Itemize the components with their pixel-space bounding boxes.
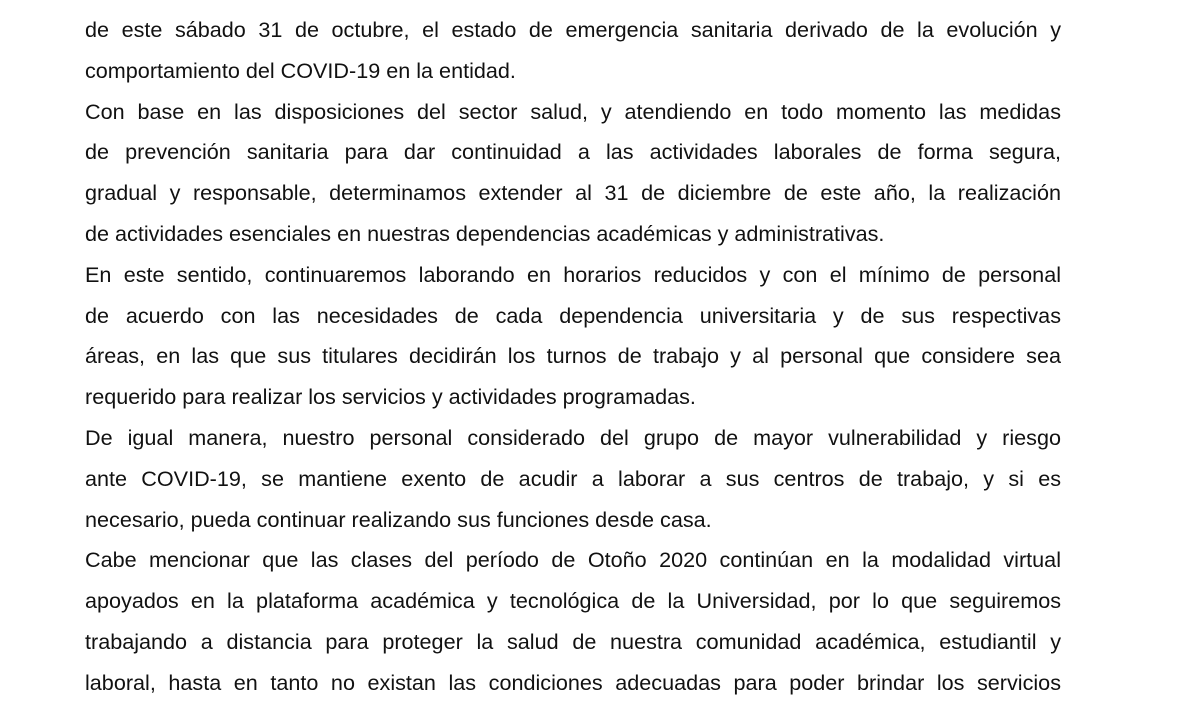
text-line: comportamiento del COVID-19 en la entidad. <box>85 57 516 83</box>
text-line: de acuerdo con las necesidades de cada dependencia universitaria y de sus respectivas <box>85 302 1061 328</box>
text-line: áreas, en las que sus titulares decidirán los turnos de trabajo y al personal que considere sea <box>85 343 1061 369</box>
text-line: de este sábado 31 de octubre, el estado de emergencia sanitaria derivado de la evolución y <box>85 17 1061 42</box>
text-line: de prevención sanitaria para dar continuidad a las actividades laborales de forma segura, <box>85 139 1061 165</box>
text-line: Cabe mencionar que las clases del período de Otoño 2020 continúan en la modalidad virtual <box>85 547 1061 573</box>
text-line: De igual manera, nuestro personal considerado del grupo de mayor vulnerabilidad y riesgo <box>85 424 1061 450</box>
text-line: laboral, hasta en tanto no existan las condiciones adecuadas para poder brindar los servicios <box>85 669 1061 695</box>
text-line: gradual y responsable, determinamos extender al 31 de diciembre de este año, la realización <box>85 180 1061 206</box>
text-line: trabajando a distancia para proteger la salud de nuestra comunidad académica, estudiantil y <box>85 628 1061 654</box>
text-line: ante COVID-19, se mantiene exento de acudir a laborar a sus centros de trabajo, y si es <box>85 465 1061 491</box>
text-line: En este sentido, continuaremos laborando en horarios reducidos y con el mínimo de personal <box>85 261 1061 287</box>
text-line: requerido para realizar los servicios y actividades programadas. <box>85 384 696 410</box>
text-line: Con base en las disposiciones del sector salud, y atendiendo en todo momento las medidas <box>85 98 1061 124</box>
text-line: necesario, pueda continuar realizando sus funciones desde casa. <box>85 506 712 532</box>
text-line: apoyados en la plataforma académica y tecnológica de la Universidad, por lo que seguiremos <box>85 588 1061 614</box>
document-body <box>85 10 1061 704</box>
text-line: de actividades esenciales en nuestras dependencias académicas y administrativas. <box>85 220 885 246</box>
